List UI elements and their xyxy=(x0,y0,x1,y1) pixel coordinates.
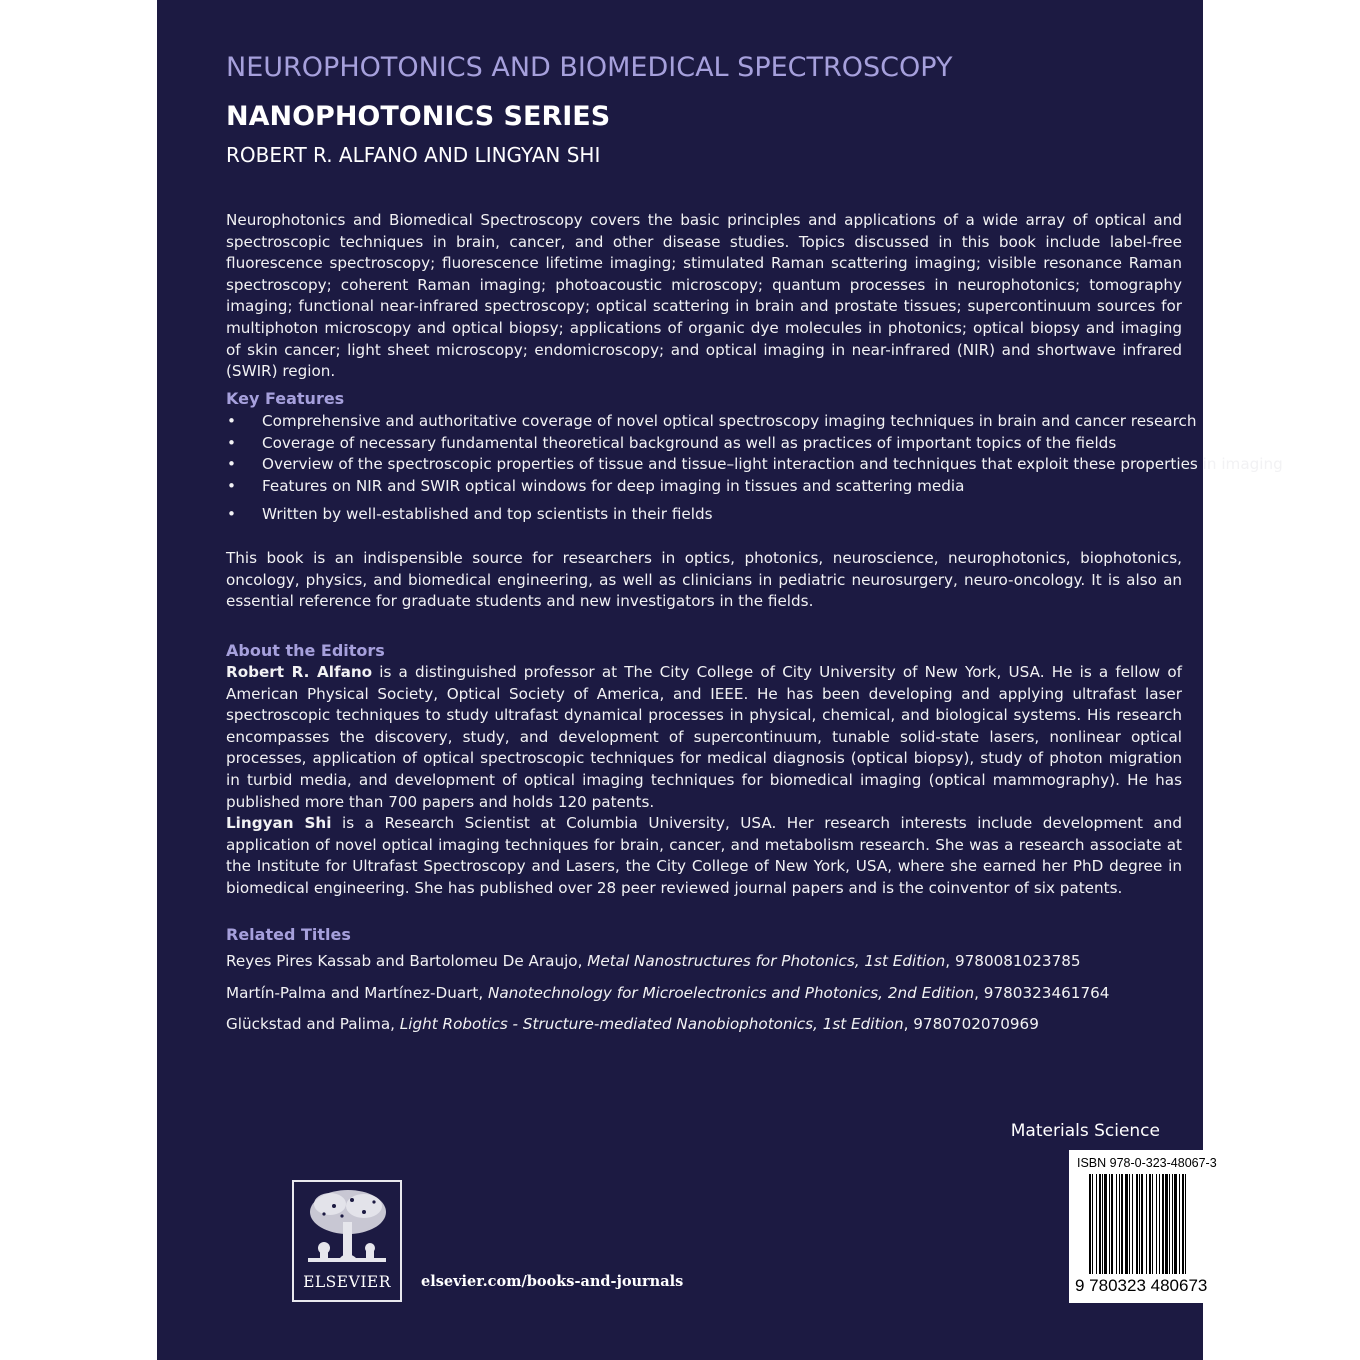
authors-line: ROBERT R. ALFANO AND LINGYAN SHI xyxy=(226,143,601,167)
list-item xyxy=(226,433,1186,455)
editor-name: Lingyan Shi xyxy=(226,814,332,832)
related-authors: Reyes Pires Kassab and Bartolomeu De Araujo, xyxy=(226,952,588,970)
series-name: NANOPHOTONICS SERIES xyxy=(226,101,611,132)
related-book-title: Metal Nanostructures for Photonics, 1st Edition xyxy=(587,952,946,970)
book-title: NEUROPHOTONICS AND BIOMEDICAL SPECTROSCOPY xyxy=(226,52,953,83)
subject-category: Materials Science xyxy=(1010,1121,1160,1141)
editor-name: Robert R. Alfano xyxy=(226,663,373,681)
related-book-title: Nanotechnology for Microelectronics and Photonics, 2nd Edition xyxy=(488,984,975,1002)
barcode-bars-icon xyxy=(1089,1174,1237,1274)
list-item-text: Written by well-established and top scientists in their fields xyxy=(262,505,713,524)
list-item xyxy=(226,504,1186,526)
isbn-label: ISBN 978-0-323-48067-3 xyxy=(1077,1156,1217,1170)
list-item xyxy=(226,454,1283,476)
editor-bio-alfano xyxy=(226,662,1182,813)
list-item-text: Coverage of necessary fundamental theoretical background as well as practices of important topics of the fields xyxy=(262,433,1117,452)
back-cover xyxy=(157,0,1283,1360)
related-isbn: , 9780702070969 xyxy=(903,1015,1039,1033)
key-features-heading: Key Features xyxy=(226,389,345,408)
related-titles-heading: Related Titles xyxy=(226,925,351,944)
related-book-title: Light Robotics - Structure-mediated Nanobiophotonics, 1st Edition xyxy=(399,1015,904,1033)
list-item-text: Comprehensive and authoritative coverage of novel optical spectroscopy imaging techniques in brain and cancer research xyxy=(262,412,1197,430)
bullet-icon: • xyxy=(227,505,236,524)
list-item-text: Overview of the spectroscopic properties of tissue and tissue–light interaction and techniques that exploit these properties in imaging xyxy=(262,455,1283,474)
key-features-list xyxy=(226,411,1283,526)
list-item-text: Features on NIR and SWIR optical windows for deep imaging in tissues and scattering media xyxy=(262,476,965,495)
editor-bio-shi xyxy=(226,813,1182,899)
bullet-icon: • xyxy=(227,455,236,474)
related-authors: Martín-Palma and Martínez-Duart, xyxy=(226,984,488,1002)
bullet-icon: • xyxy=(227,412,236,430)
book-description: Neurophotonics and Biomedical Spectroscopy covers the basic principles and applications of a wide array of optical and spectroscopic techniques in brain, cancer, and other disease studies. Topics discussed in this book include label-free fluorescence spectroscopy; fluorescence lifetime imaging; stimulated Raman scattering imaging; visible resonance Raman spectroscopy; coherent Raman imaging; photoacoustic microscopy; quantum processes in neurophotonics; tomography imaging; functional near-infrared spectroscopy; optical scattering in brain and prostate tissues; supercontinuum sources for multiphoton microscopy and optical biopsy; applications of organic dye molecules in photonics; optical biopsy and imaging of skin cancer; light sheet microscopy; endomicroscopy; and optical imaging in near-infrared (NIR) and shortwave infrared (SWIR) region. xyxy=(226,211,1182,381)
editor-bio-text: is a distinguished professor at The City College of City University of New York, USA. He is a fellow of American Physical Society, Optical Society of America, and IEEE. He has been developing and applying ultrafast laser spectroscopic techniques to study ultrafast dynamical processes in physical, chemical, and biological systems. His research encompasses the discovery, study, and development of supercontinuum, tunable solid-state lasers, nonlinear optical processes, application of optical spectroscopic techniques for medical diagnosis (optical biopsy), study of photon migration in turbid media, and development of optical imaging techniques for biomedical imaging (optical mammography). He has published more than 700 papers and holds 120 patents. xyxy=(226,663,1183,811)
related-authors: Glückstad and Palima, xyxy=(226,1015,400,1033)
bullet-icon: • xyxy=(227,433,236,452)
elsevier-logo xyxy=(292,1180,402,1302)
related-title xyxy=(226,1015,1039,1033)
publisher-url[interactable]: elsevier.com/books-and-journals xyxy=(421,1273,684,1290)
tree-logo-icon xyxy=(294,1182,400,1272)
isbn-barcode xyxy=(1069,1150,1251,1303)
related-isbn: , 9780081023785 xyxy=(945,952,1081,970)
audience-paragraph: This book is an indispensible source for researchers in optics, photonics, neuroscience, neurophotonics, biophotonics, oncology, physics, and biomedical engineering, as well as clinicians in pediatric neurosurgery, neuro-oncology. It is also an essential reference for graduate students and new investigators in the fields. xyxy=(226,549,1182,611)
related-title xyxy=(226,952,1081,970)
related-isbn: , 9780323461764 xyxy=(974,984,1110,1002)
logo-wordmark: ELSEVIER xyxy=(303,1273,391,1291)
list-item xyxy=(226,411,1197,433)
related-title xyxy=(226,984,1109,1002)
list-item xyxy=(226,476,1186,498)
about-editors-heading: About the Editors xyxy=(226,641,385,660)
bullet-icon: • xyxy=(227,476,236,495)
barcode-digits: 9 780323 480673 xyxy=(1075,1276,1208,1295)
editor-bio-text: is a Research Scientist at Columbia University, USA. Her research interests include development and application of novel optical imaging techniques for brain, cancer, and metabolism research. She was a research associate at the Institute for Ultrafast Spectroscopy and Lasers, the City College of New York, USA, where she earned her PhD degree in biomedical engineering. She has published over 28 peer reviewed journal papers and is the coinventor of six patents. xyxy=(226,814,1182,897)
